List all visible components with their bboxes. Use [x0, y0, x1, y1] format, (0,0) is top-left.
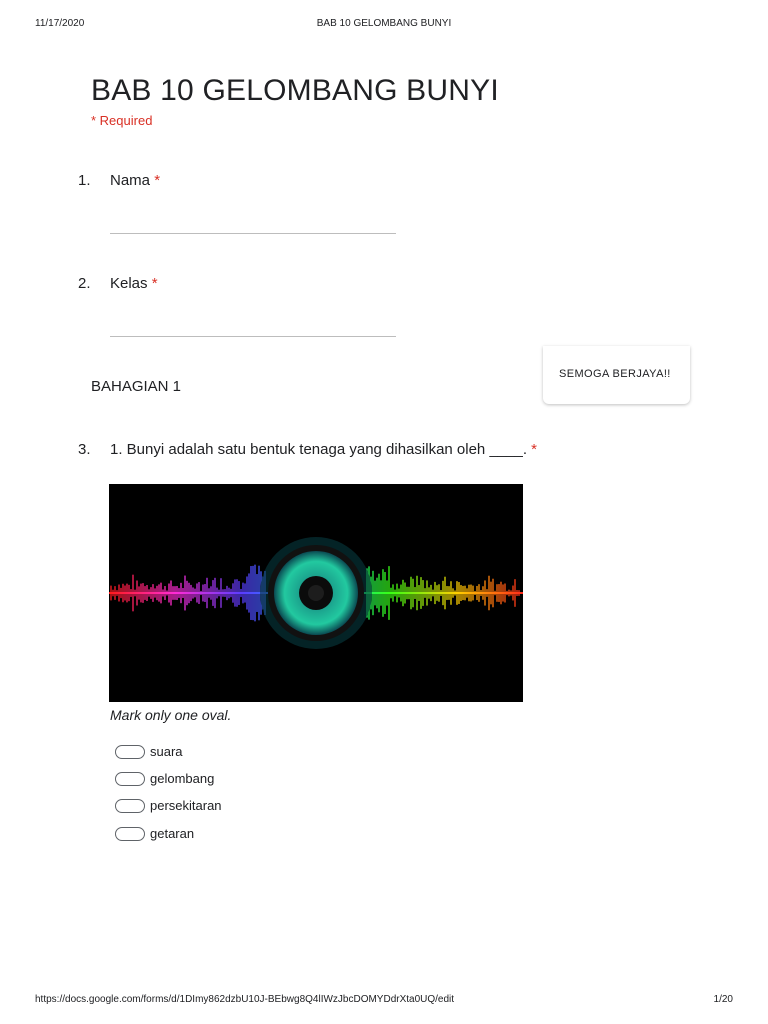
print-header-title: BAB 10 GELOMBANG BUNYI — [316, 18, 452, 29]
question-title-nama — [110, 172, 160, 189]
question-label: 1. Bunyi adalah satu bentuk tenaga yang dihasilkan oleh ____. — [110, 441, 527, 458]
speaker-icon — [260, 537, 372, 649]
oval-radio[interactable] — [115, 772, 145, 786]
option-label: suara — [150, 744, 183, 759]
print-url: https://docs.google.com/forms/d/1DImy862dzbU10J-BEbwg8Q4lIWzJbcDOMYDdrXta0UQ/edit — [35, 994, 455, 1005]
option-label: gelombang — [150, 771, 215, 786]
option-label: persekitaran — [150, 798, 222, 813]
oval-radio[interactable] — [115, 827, 145, 841]
kelas-answer-field[interactable] — [110, 336, 396, 337]
question-title-kelas — [110, 275, 158, 292]
required-asterisk: * — [151, 275, 158, 292]
question-label: Nama — [110, 172, 151, 189]
required-note: * Required — [91, 113, 153, 128]
section-title: BAHAGIAN 1 — [91, 378, 182, 395]
print-date: 11/17/2020 — [35, 18, 85, 29]
required-asterisk: * — [531, 441, 537, 458]
question-label: Kelas — [110, 275, 148, 292]
form-title: BAB 10 GELOMBANG BUNYI — [91, 74, 499, 107]
question-number: 3. — [78, 441, 91, 458]
question-title-bunyi — [110, 441, 537, 458]
speaker-sound-wave-image — [109, 484, 523, 702]
question-number: 2. — [78, 275, 91, 292]
required-asterisk: * — [154, 172, 161, 189]
question-image — [109, 484, 523, 702]
oval-radio[interactable] — [115, 799, 145, 813]
print-page-number: 1/20 — [713, 994, 733, 1005]
side-card-text: SEMOGA BERJAYA!! — [559, 368, 671, 380]
question-number: 1. — [78, 172, 91, 189]
option-label: getaran — [150, 826, 195, 841]
nama-answer-field[interactable] — [110, 233, 396, 234]
oval-radio[interactable] — [115, 745, 145, 759]
answer-instruction: Mark only one oval. — [110, 707, 232, 723]
side-card — [543, 346, 690, 404]
